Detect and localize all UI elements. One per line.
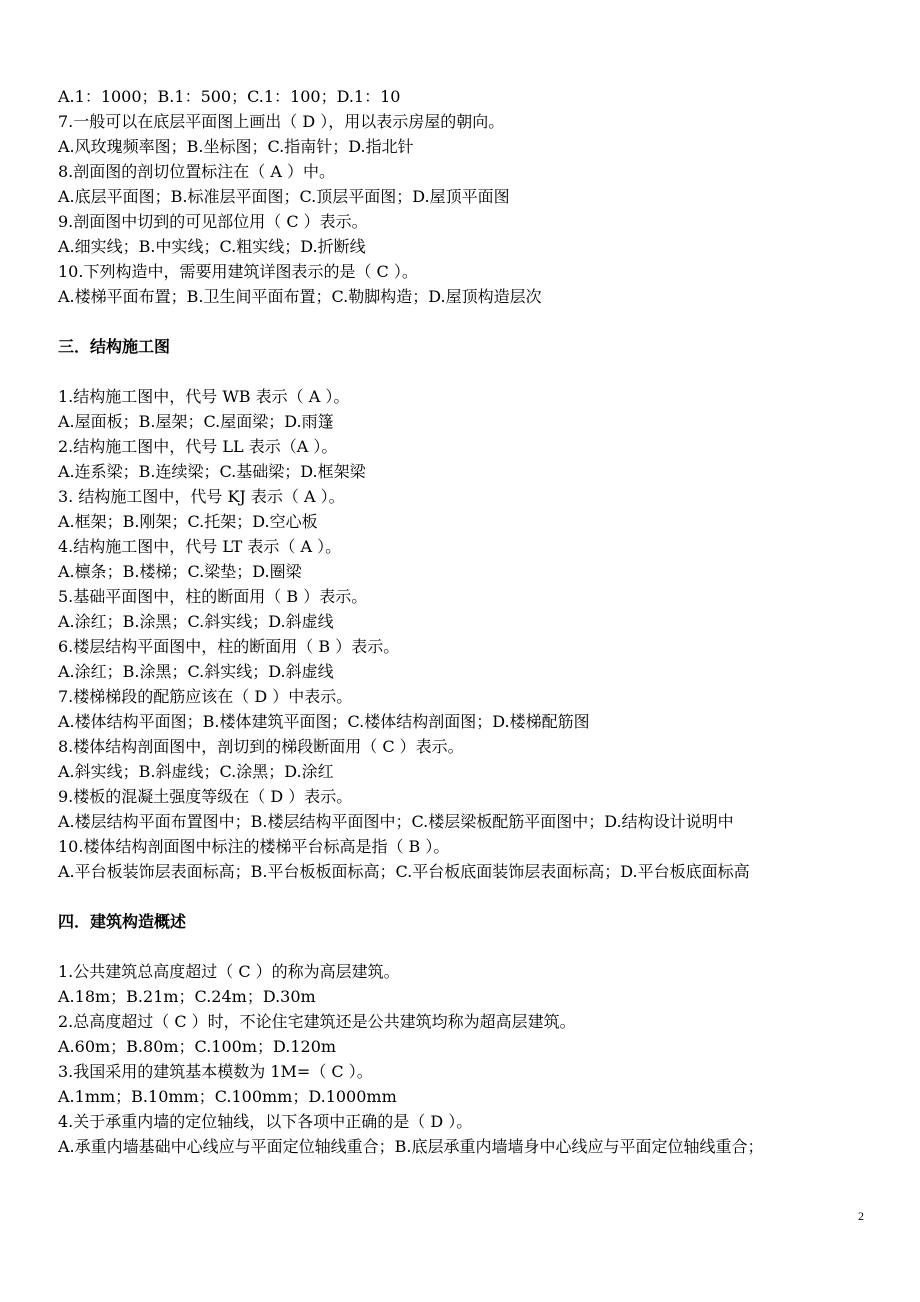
question-line: 4.结构施工图中，代号 LT 表示（ A ）。 xyxy=(58,537,342,556)
options-line: A.底层平面图；B.标准层平面图；C.顶层平面图；D.屋顶平面图 xyxy=(58,187,510,206)
options-line: A.楼梯平面布置；B.卫生间平面布置；C.勒脚构造；D.屋顶构造层次 xyxy=(58,287,542,306)
options-line: A.楼体结构平面图；B.楼体建筑平面图；C.楼体结构剖面图；D.楼梯配筋图 xyxy=(58,712,590,731)
question-line: 10.楼体结构剖面图中标注的楼梯平台标高是指（ B ）。 xyxy=(58,837,450,856)
question-line: 9.剖面图中切到的可见部位用（ C ）表示。 xyxy=(58,212,368,231)
question-line: 9.楼板的混凝土强度等级在（ D ）表示。 xyxy=(58,787,353,806)
question-line: 1.公共建筑总高度超过（ C ）的称为高层建筑。 xyxy=(58,962,400,981)
options-line: A.楼层结构平面布置图中；B.楼层结构平面图中；C.楼层梁板配筋平面图中；D.结构设计说明中 xyxy=(58,812,734,831)
question-line: 8.剖面图的剖切位置标注在（ A ）中。 xyxy=(58,162,335,181)
options-line: A.框架；B.刚架；C.托架；D.空心板 xyxy=(58,512,318,531)
question-line: 7.一般可以在底层平面图上画出（ D ），用以表示房屋的朝向。 xyxy=(58,112,505,131)
question-line: 2.总高度超过（ C ）时，不论住宅建筑还是公共建筑均称为超高层建筑。 xyxy=(58,1012,576,1031)
question-line: 5.基础平面图中，柱的断面用（ B ）表示。 xyxy=(58,587,368,606)
section-heading-structural: 三．结构施工图 xyxy=(58,337,171,356)
options-line: A.平台板装饰层表面标高；B.平台板板面标高；C.平台板底面装饰层表面标高；D.平台板底面标高 xyxy=(58,862,750,881)
question-line: 6.楼层结构平面图中，柱的断面用（ B ）表示。 xyxy=(58,637,400,656)
options-line: A.细实线；B.中实线；C.粗实线；D.折断线 xyxy=(58,237,366,256)
question-line: 7.楼梯梯段的配筋应该在（ D ）中表示。 xyxy=(58,687,353,706)
question-line: 10.下列构造中，需要用建筑详图表示的是（ C ）。 xyxy=(58,262,418,281)
options-line: A.60m；B.80m；C.100m；D.120m xyxy=(58,1037,337,1056)
text-line: A.1：1000；B.1：500；C.1：100；D.1：10 xyxy=(58,87,401,106)
options-line: A.风玫瑰频率图；B.坐标图；C.指南针；D.指北针 xyxy=(58,137,414,156)
question-line: 4.关于承重内墙的定位轴线，以下各项中正确的是（ D ）。 xyxy=(58,1112,473,1131)
question-line: 2.结构施工图中，代号 LL 表示（A ）。 xyxy=(58,437,338,456)
options-line: A.屋面板；B.屋架；C.屋面梁；D.雨篷 xyxy=(58,412,334,431)
question-line: 1.结构施工图中，代号 WB 表示（ A ）。 xyxy=(58,387,350,406)
options-line: A.檩条；B.楼梯；C.梁垫；D.圈梁 xyxy=(58,562,302,581)
question-line: 3.我国采用的建筑基本模数为 1M=（ C ）。 xyxy=(58,1062,373,1081)
options-line: A.涂红；B.涂黑；C.斜实线；D.斜虚线 xyxy=(58,612,334,631)
question-line: 3. 结构施工图中，代号 KJ 表示（ A ）。 xyxy=(58,487,345,506)
options-line: A.斜实线；B.斜虚线；C.涂黑；D.涂红 xyxy=(58,762,334,781)
question-line: 8.楼体结构剖面图中，剖切到的梯段断面用（ C ）表示。 xyxy=(58,737,464,756)
options-line: A.18m；B.21m；C.24m；D.30m xyxy=(58,987,316,1006)
document-body xyxy=(58,84,878,1159)
options-line: A.1mm；B.10mm；C.100mm；D.1000mm xyxy=(58,1087,397,1106)
options-line: A.涂红；B.涂黑；C.斜实线；D.斜虚线 xyxy=(58,662,334,681)
section-heading-construction: 四．建筑构造概述 xyxy=(58,912,187,931)
options-line: A.承重内墙基础中心线应与平面定位轴线重合；B.底层承重内墙墙身中心线应与平面定位轴线重合； xyxy=(58,1137,764,1156)
options-line: A.连系梁；B.连续梁；C.基础梁；D.框架梁 xyxy=(58,462,366,481)
page-number: 2 xyxy=(858,1209,864,1223)
